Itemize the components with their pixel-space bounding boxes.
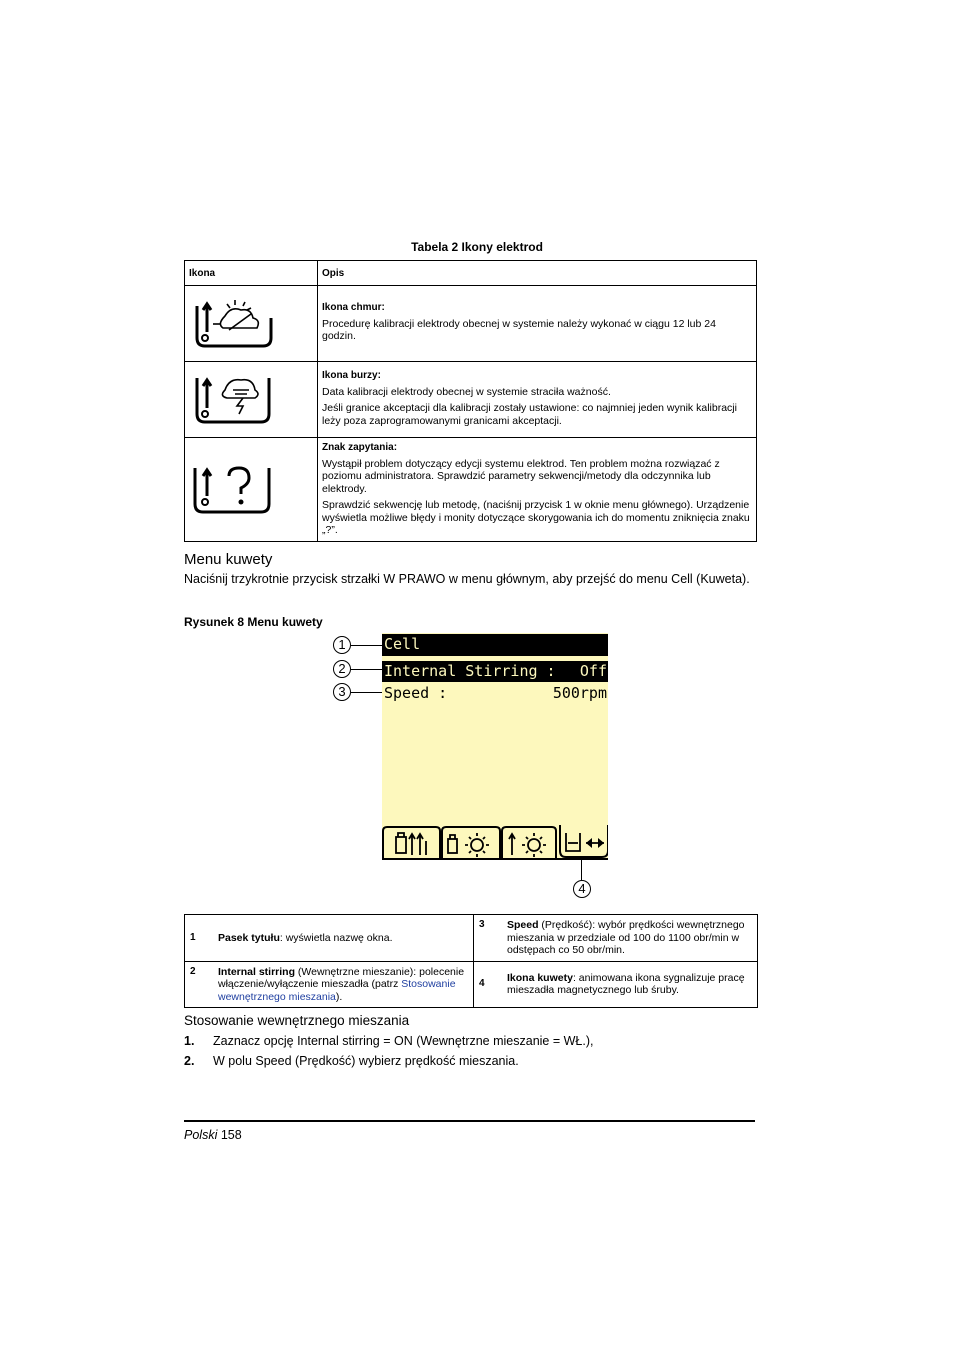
legend-text: [504, 961, 758, 1008]
legend-desc: : wyświetla nazwę okna.: [279, 931, 393, 944]
electrode-icons-table: [184, 260, 757, 542]
legend-number: 1: [185, 915, 216, 962]
speed-value: 500rpm: [552, 684, 607, 702]
legend-term: Ikona kuwety: [507, 971, 573, 984]
table-header-row: [185, 261, 757, 286]
title-bar: Cell: [382, 634, 608, 656]
steps-list: [184, 1031, 754, 1071]
page-number: 158: [220, 1128, 242, 1142]
section-heading-menu: Menu kuwety: [184, 551, 273, 568]
table-row: [185, 286, 757, 362]
step-text-end: (Prędkość) wybierz prędkość mieszania.: [291, 1054, 519, 1068]
cross-reference-link[interactable]: Stosowanie wewnętrznego mieszania: [218, 978, 456, 1003]
intro-key: W PRAWO: [383, 572, 446, 586]
step-number: 2.: [184, 1054, 195, 1068]
figure-legend-table: [184, 914, 758, 1008]
storm-electrode-icon: [185, 362, 309, 434]
header-icon: Ikona: [185, 261, 318, 286]
step-number: 1.: [184, 1034, 195, 1048]
legend-number: 3: [474, 915, 505, 962]
desc-title: Znak zapytania:: [322, 442, 398, 453]
callout-leader: [351, 669, 382, 670]
callout-leader: [581, 860, 582, 880]
callout-leader: [351, 692, 382, 693]
page-footer: [184, 1128, 242, 1142]
step-key: Speed: [255, 1054, 292, 1068]
desc-text: Sprawdzić sekwencję lub metodę, (naciśnij przycisk 1 w oknie menu głównego). Urządzenie wyświetla możliwe błędy i monity dotyczące skorygowania ich do momentu zniknięcia znaku „?”.: [322, 499, 750, 536]
legend-text: [215, 915, 474, 962]
speed-label: Speed :: [384, 684, 448, 702]
legend-desc: (Prędkość): wybór prędkości wewnętrznego mieszania w przedziale od 100 do 1100 obr/min w odstępach co 50 obr/min.: [507, 919, 745, 956]
footer-language: Polski: [184, 1128, 218, 1142]
desc-text: Wystąpił problem dotyczący edycji systemu elektrod. Ten problem można rozwiązać z poziomu administratora. Sprawdzić parametry sekwencji/metody dla odczynnika lub elektrody.: [322, 457, 720, 495]
legend-term: Pasek tytułu: [218, 931, 280, 944]
figure-caption: Rysunek 8 Menu kuwety: [184, 615, 323, 629]
step-item: [184, 1031, 754, 1051]
step-text-end: (Wewnętrzne mieszanie = WŁ.),: [412, 1034, 594, 1048]
section-heading-stirring: Stosowanie wewnętrznego mieszania: [184, 1013, 410, 1028]
legend-row: [185, 915, 758, 962]
intro-text-end: w menu głównym, aby przejść do menu Cell (Kuweta).: [445, 572, 750, 586]
footer-rule: [184, 1120, 755, 1122]
intro-text: Naciśnij trzykrotnie przycisk strzałki: [184, 572, 384, 586]
step-text: [213, 1051, 519, 1071]
legend-desc: (Wewnętrzne mieszanie): polecenie włączenie/wyłączenie mieszadła (patrz: [218, 965, 465, 990]
legend-text: [215, 961, 474, 1008]
internal-stirring-value: Off: [579, 662, 607, 680]
storm-icon-description: [318, 362, 757, 438]
icon-cell: [185, 362, 318, 438]
legend-term: Internal stirring: [218, 965, 296, 978]
internal-stirring-row[interactable]: [382, 661, 608, 682]
section-intro: [184, 572, 754, 587]
step-text: [213, 1031, 593, 1051]
legend-number: 2: [185, 961, 216, 1008]
header-description: Opis: [318, 261, 757, 286]
legend-row: [185, 961, 758, 1008]
legend-desc-end: ).: [335, 990, 343, 1003]
legend-text: [504, 915, 758, 962]
table-caption: Tabela 2 Ikony elektrod: [411, 240, 543, 254]
speed-row[interactable]: [382, 683, 608, 704]
desc-title: Ikona chmur:: [322, 302, 385, 313]
question-icon-description: [318, 438, 757, 542]
desc-title: Ikona burzy:: [322, 370, 381, 381]
icon-cell: [185, 438, 318, 542]
step-item: [184, 1051, 754, 1071]
question-electrode-icon: [185, 438, 309, 538]
legend-desc: : animowana ikona sygnalizuje pracę mieszadła magnetycznego lub śruby.: [507, 971, 745, 997]
legend-term: Speed: [507, 919, 539, 931]
internal-stirring-label: Internal Stirring :: [384, 662, 556, 680]
cloud-electrode-icon: [185, 286, 309, 358]
cell-menu-screen: [382, 633, 608, 860]
step-key: Internal stirring = ON: [297, 1034, 413, 1048]
step-text-start: Zaznacz opcję: [213, 1034, 298, 1048]
callout-3: 3: [333, 683, 351, 701]
table-row: [185, 362, 757, 438]
step-text-start: W polu: [213, 1054, 256, 1068]
table-row: [185, 438, 757, 542]
desc-text: Jeśli granice akceptacji dla kalibracji zostały ustawione: co najmniej jeden wynik kalibracji leży poza zaprogramowanymi granicami akceptacji.: [322, 402, 737, 427]
callout-4: 4: [573, 880, 591, 898]
desc-text: Data kalibracji elektrody obecnej w systemie straciła ważność.: [322, 385, 611, 398]
tab-bar: [382, 825, 608, 860]
icon-cell: [185, 286, 318, 362]
desc-text: Procedurę kalibracji elektrody obecnej w systemie należy wykonać w ciągu 12 lub 24 godzin.: [322, 317, 716, 342]
callout-leader: [351, 645, 382, 646]
callout-2: 2: [333, 660, 351, 678]
callout-1: 1: [333, 636, 351, 654]
cloud-icon-description: [318, 286, 757, 362]
legend-number: 4: [474, 961, 505, 1008]
